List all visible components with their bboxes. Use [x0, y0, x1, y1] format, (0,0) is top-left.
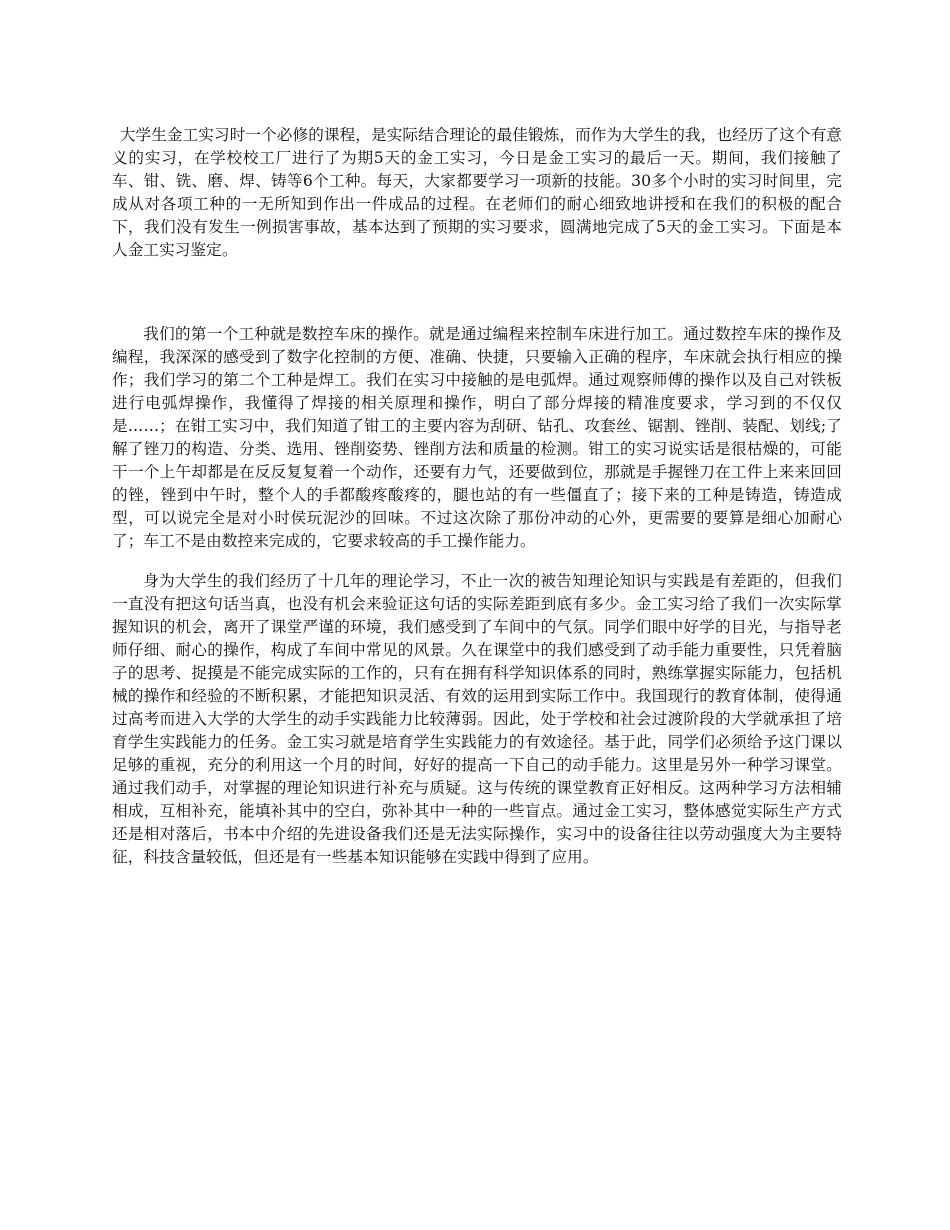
paragraph-work-types: 我们的第一个工种就是数控车床的操作。就是通过编程来控制车床进行加工。通过数控车床的操作及编程，我深深的感受到了数字化控制的方便、准确、快捷，只要输入正确的程序，车床就会执行相应的操作；我们学习的第二个工种是焊工。我们在实习中接触的是电弧焊。通过观察师傅的操作以及自己对铁板进行电弧焊操作，我懂得了焊接的相关原理和操作，明白了部分焊接的精准度要求，学习到的不仅仅是……；在钳工实习中，我们知道了钳工的主要内容为刮研、钻孔、攻套丝、锯割、锉削、装配、划线;了解了锉刀的构造、分类、选用、锉削姿势、锉削方法和质量的检测。钳工的实习说实话是很枯燥的，可能干一个上午却都是在反反复复着一个动作，还要有力气，还要做到位，那就是手握锉刀在工件上来来回回的锉，锉到中午时，整个人的手都酸疼酸疼的，腿也站的有一些僵直了；接下来的工种是铸造，铸造成型，可以说完全是对小时侯玩泥沙的回味。不过这次除了那份冲动的心外，更需要的要算是细心加耐心了；车工不是由数控来完成的，它要求较高的手工操作能力。 [112, 325, 842, 550]
document-body [112, 124, 842, 869]
paragraph-intro: 大学生金工实习时一个必修的课程，是实际结合理论的最佳锻炼，而作为大学生的我，也经历了这个有意义的实习，在学校校工厂进行了为期5天的金工实习，今日是金工实习的最后一天。期间，我们接触了车、钳、铣、磨、焊、铸等6个工种。每天，大家都要学习一项新的技能。30多个小时的实习时间里，完成从对各项工种的一无所知到作出一件成品的过程。在老师们的耐心细致地讲授和在我们的积极的配合下，我们没有发生一例损害事故，基本达到了预期的实习要求，圆满地完成了5天的金工实习。下面是本人金工实习鉴定。 [112, 126, 842, 259]
paragraph-reflection: 身为大学生的我们经历了十几年的理论学习，不止一次的被告知理论知识与实践是有差距的，但我们一直没有把这句话当真，也没有机会来验证这句话的实际差距到底有多少。金工实习给了我们一次实际掌握知识的机会，离开了课堂严谨的环境，我们感受到了车间中的气氛。同学们眼中好学的目光，与指导老师仔细、耐心的操作，构成了车间中常见的风景。久在课堂中的我们感受到了动手能力重要性，只凭着脑子的思考、捉摸是不能完成实际的工作的，只有在拥有科学知识体系的同时，熟练掌握实际能力，包括机械的操作和经验的不断积累，才能把知识灵活、有效的运用到实际工作中。我国现行的教育体制，使得通过高考而进入大学的大学生的动手实践能力比较薄弱。因此，处于学校和社会过渡阶段的大学就承担了培育学生实践能力的任务。金工实习就是培育学生实践能力的有效途径。基于此，同学们必须给予这门课以足够的重视，充分的利用这一个月的时间，好好的提高一下自己的动手能力。这里是另外一种学习课堂。通过我们动手，对掌握的理论知识进行补充与质疑。这与传统的课堂教育正好相反。这两种学习方法相辅相成，互相补充，能填补其中的空白，弥补其中一种的一些盲点。通过金工实习，整体感觉实际生产方式还是相对落后，书本中介绍的先进设备我们还是无法实际操作，实习中的设备往往以劳动强度大为主要特征，科技含量较低，但还是有一些基本知识能够在实践中得到了应用。 [112, 572, 842, 866]
